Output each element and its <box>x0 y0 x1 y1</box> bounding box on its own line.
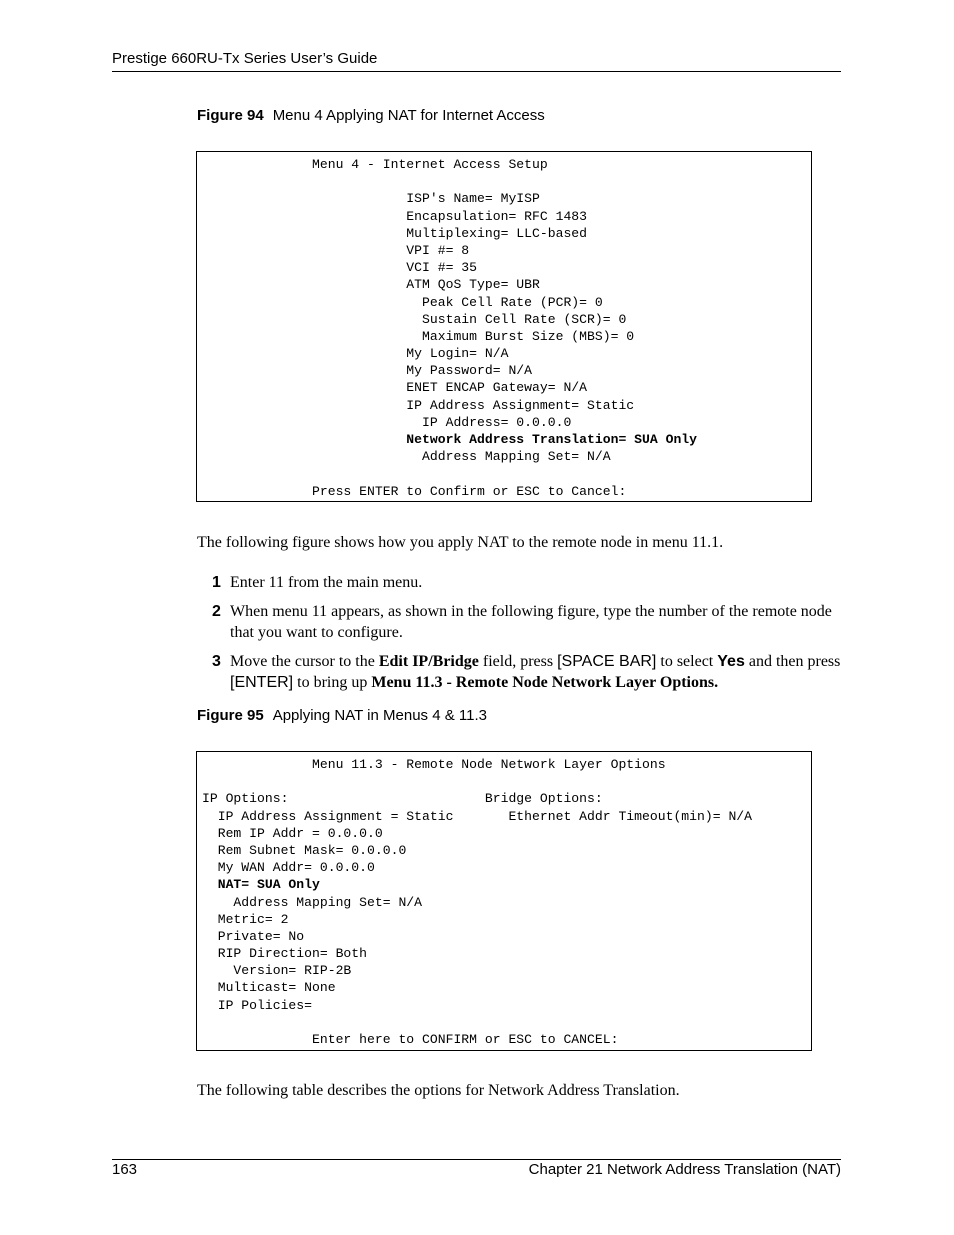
screen-line: Sustain Cell Rate (SCR)= 0 <box>202 311 627 327</box>
screen-line: Multiplexing= LLC-based <box>202 225 588 241</box>
footer-divider <box>112 1159 841 1160</box>
figure-94-caption <box>197 107 545 124</box>
step-number: 1 <box>212 574 221 591</box>
screen-line: IP Policies= <box>202 997 313 1013</box>
screen-line: IP Address Assignment = Static Ethernet Addr Timeout(min)= N/A <box>202 808 753 824</box>
screen-line: Private= No <box>202 928 305 944</box>
screen-line: Maximum Burst Size (MBS)= 0 <box>202 328 635 344</box>
intro-paragraph: The following figure shows how you apply NAT to the remote node in menu 11.1. <box>197 534 724 551</box>
key-name: [ENTER] <box>230 674 294 691</box>
screen-line: Rem IP Addr = 0.0.0.0 <box>202 825 383 841</box>
screen-line: Metric= 2 <box>202 911 289 927</box>
screen-line: Address Mapping Set= N/A <box>202 894 423 910</box>
step-number: 3 <box>212 653 221 670</box>
screen-line: ENET ENCAP Gateway= N/A <box>202 380 588 396</box>
screen-line: ATM QoS Type= UBR <box>202 277 540 293</box>
option-value: Yes <box>717 653 745 670</box>
field-name: Edit IP/Bridge <box>378 653 479 670</box>
figure-95-number: Figure 95 <box>197 707 264 724</box>
key-name: [SPACE BAR] <box>557 653 657 670</box>
screen-line: Enter here to CONFIRM or ESC to CANCEL: <box>202 1032 619 1047</box>
figure-94-title: Menu 4 Applying NAT for Internet Access <box>272 107 545 124</box>
screen-line <box>202 173 811 190</box>
step-text: Enter 11 from the main menu. <box>230 574 423 591</box>
figure-95-screen <box>196 751 812 1051</box>
screen-line: Menu 4 - Internet Access Setup <box>202 157 548 172</box>
screen-line: Press ENTER to Confirm or ESC to Cancel: <box>202 483 627 499</box>
figure-94-number: Figure 94 <box>197 107 264 124</box>
screen-line: IP Options: Bridge Options: <box>202 791 603 807</box>
figure-94-screen <box>196 151 812 502</box>
step-2 <box>212 601 842 643</box>
outro-paragraph: The following table describes the options for Network Address Translation. <box>197 1082 680 1099</box>
screen-line: Multicast= None <box>202 980 336 996</box>
screen-line: VCI #= 35 <box>202 260 478 276</box>
screen-line: My Password= N/A <box>202 363 533 379</box>
page-number: 163 <box>112 1161 138 1178</box>
screen-line: Rem Subnet Mask= 0.0.0.0 <box>202 842 407 858</box>
text-run: and then press <box>744 653 841 670</box>
screen-line <box>202 773 811 790</box>
guide-title: Prestige 660RU-Tx Series User’s Guide <box>112 50 378 67</box>
step-number: 2 <box>212 603 221 620</box>
figure-95-title: Applying NAT in Menus 4 & 11.3 <box>272 707 487 724</box>
screen-line-nat-highlight: NAT= SUA Only <box>202 877 320 893</box>
screen-line-nat-highlight: Network Address Translation= SUA Only <box>202 432 698 447</box>
screen-line: Encapsulation= RFC 1483 <box>202 208 588 224</box>
screen-line <box>202 1014 811 1031</box>
text-run: to bring up <box>293 674 372 691</box>
screen-line: My WAN Addr= 0.0.0.0 <box>202 860 375 876</box>
screen-line: ISP's Name= MyISP <box>202 191 540 207</box>
menu-name: Menu 11.3 - Remote Node Network Layer Options. <box>371 674 719 691</box>
screen-line: Peak Cell Rate (PCR)= 0 <box>202 294 603 310</box>
text-run: Move the cursor to the <box>230 653 379 670</box>
screen-line: RIP Direction= Both <box>202 946 368 962</box>
screen-line: Address Mapping Set= N/A <box>202 449 611 465</box>
step-3 <box>212 651 842 693</box>
screen-line: IP Address= 0.0.0.0 <box>202 414 572 430</box>
header-divider <box>112 71 841 72</box>
screen-line: Version= RIP-2B <box>202 963 352 979</box>
step-text <box>230 651 842 693</box>
screen-line: VPI #= 8 <box>202 242 470 258</box>
step-1 <box>212 572 842 593</box>
figure-95-caption <box>197 707 487 724</box>
step-text: When menu 11 appears, as shown in the following figure, type the number of the remote node that you want to configure. <box>230 603 832 641</box>
chapter-title: Chapter 21 Network Address Translation (NAT) <box>528 1161 841 1178</box>
screen-line <box>202 465 811 482</box>
screen-line: Menu 11.3 - Remote Node Network Layer Options <box>202 757 666 772</box>
screen-line: My Login= N/A <box>202 346 509 362</box>
text-run: to select <box>656 653 718 670</box>
screen-line: IP Address Assignment= Static <box>202 397 635 413</box>
text-run: field, press <box>478 653 558 670</box>
